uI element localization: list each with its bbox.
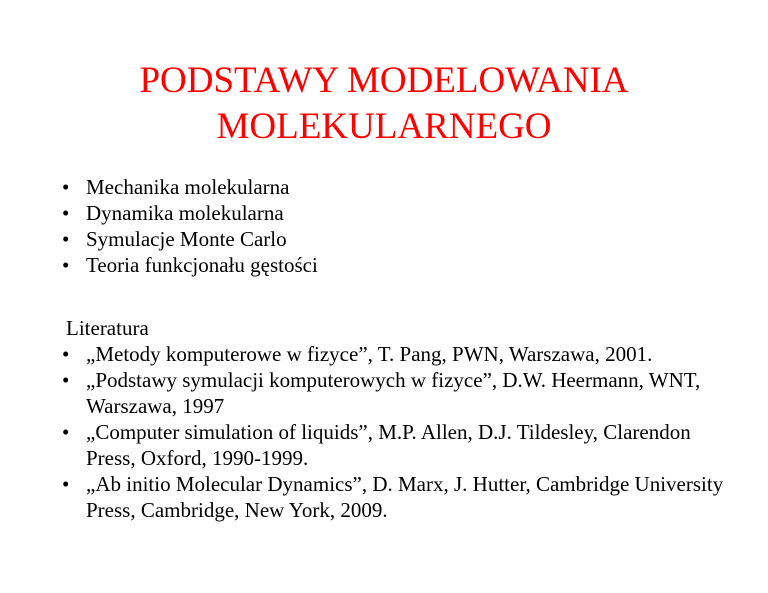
bullet: • [62, 342, 70, 366]
literature-list [60, 341, 740, 523]
topic-label: Mechanika molekularna [86, 175, 290, 199]
reference-item [60, 471, 740, 523]
reference-text: „Ab initio Molecular Dynamics”, D. Marx, J. Hutter, Cambridge University Press, Cambridge, New York, 2009. [86, 472, 724, 522]
bullet: • [62, 201, 70, 225]
reference-text: „Podstawy symulacji komputerowych w fizyce”, D.W. Heermann, WNT, Warszawa, 1997 [86, 368, 701, 418]
reference-text: „Metody komputerowe w fizyce”, T. Pang, PWN, Warszawa, 2001. [86, 342, 653, 366]
topic-label: Symulacje Monte Carlo [86, 227, 287, 251]
topic-item [60, 200, 318, 226]
reference-item [60, 419, 740, 471]
topics-list [60, 174, 318, 278]
reference-text: „Computer simulation of liquids”, M.P. Allen, D.J. Tildesley, Clarendon Press, Oxford, 1990-1999. [86, 420, 691, 470]
literature-heading: Literatura [66, 316, 149, 340]
bullet: • [62, 472, 70, 496]
bullet: • [62, 253, 70, 277]
topic-item [60, 226, 318, 252]
slide-title-line-2: MOLEKULARNEGO [216, 106, 552, 147]
topic-label: Dynamika molekularna [86, 201, 284, 225]
bullet: • [62, 420, 70, 444]
reference-item [60, 367, 740, 419]
bullet: • [62, 368, 70, 392]
bullet: • [62, 227, 70, 251]
topic-item [60, 252, 318, 278]
reference-item [60, 341, 740, 367]
slide-title-line-1: PODSTAWY MODELOWANIA [139, 60, 629, 101]
bullet: • [62, 175, 70, 199]
topic-item [60, 174, 318, 200]
topic-label: Teoria funkcjonału gęstości [86, 253, 318, 277]
slide-title [0, 58, 768, 150]
